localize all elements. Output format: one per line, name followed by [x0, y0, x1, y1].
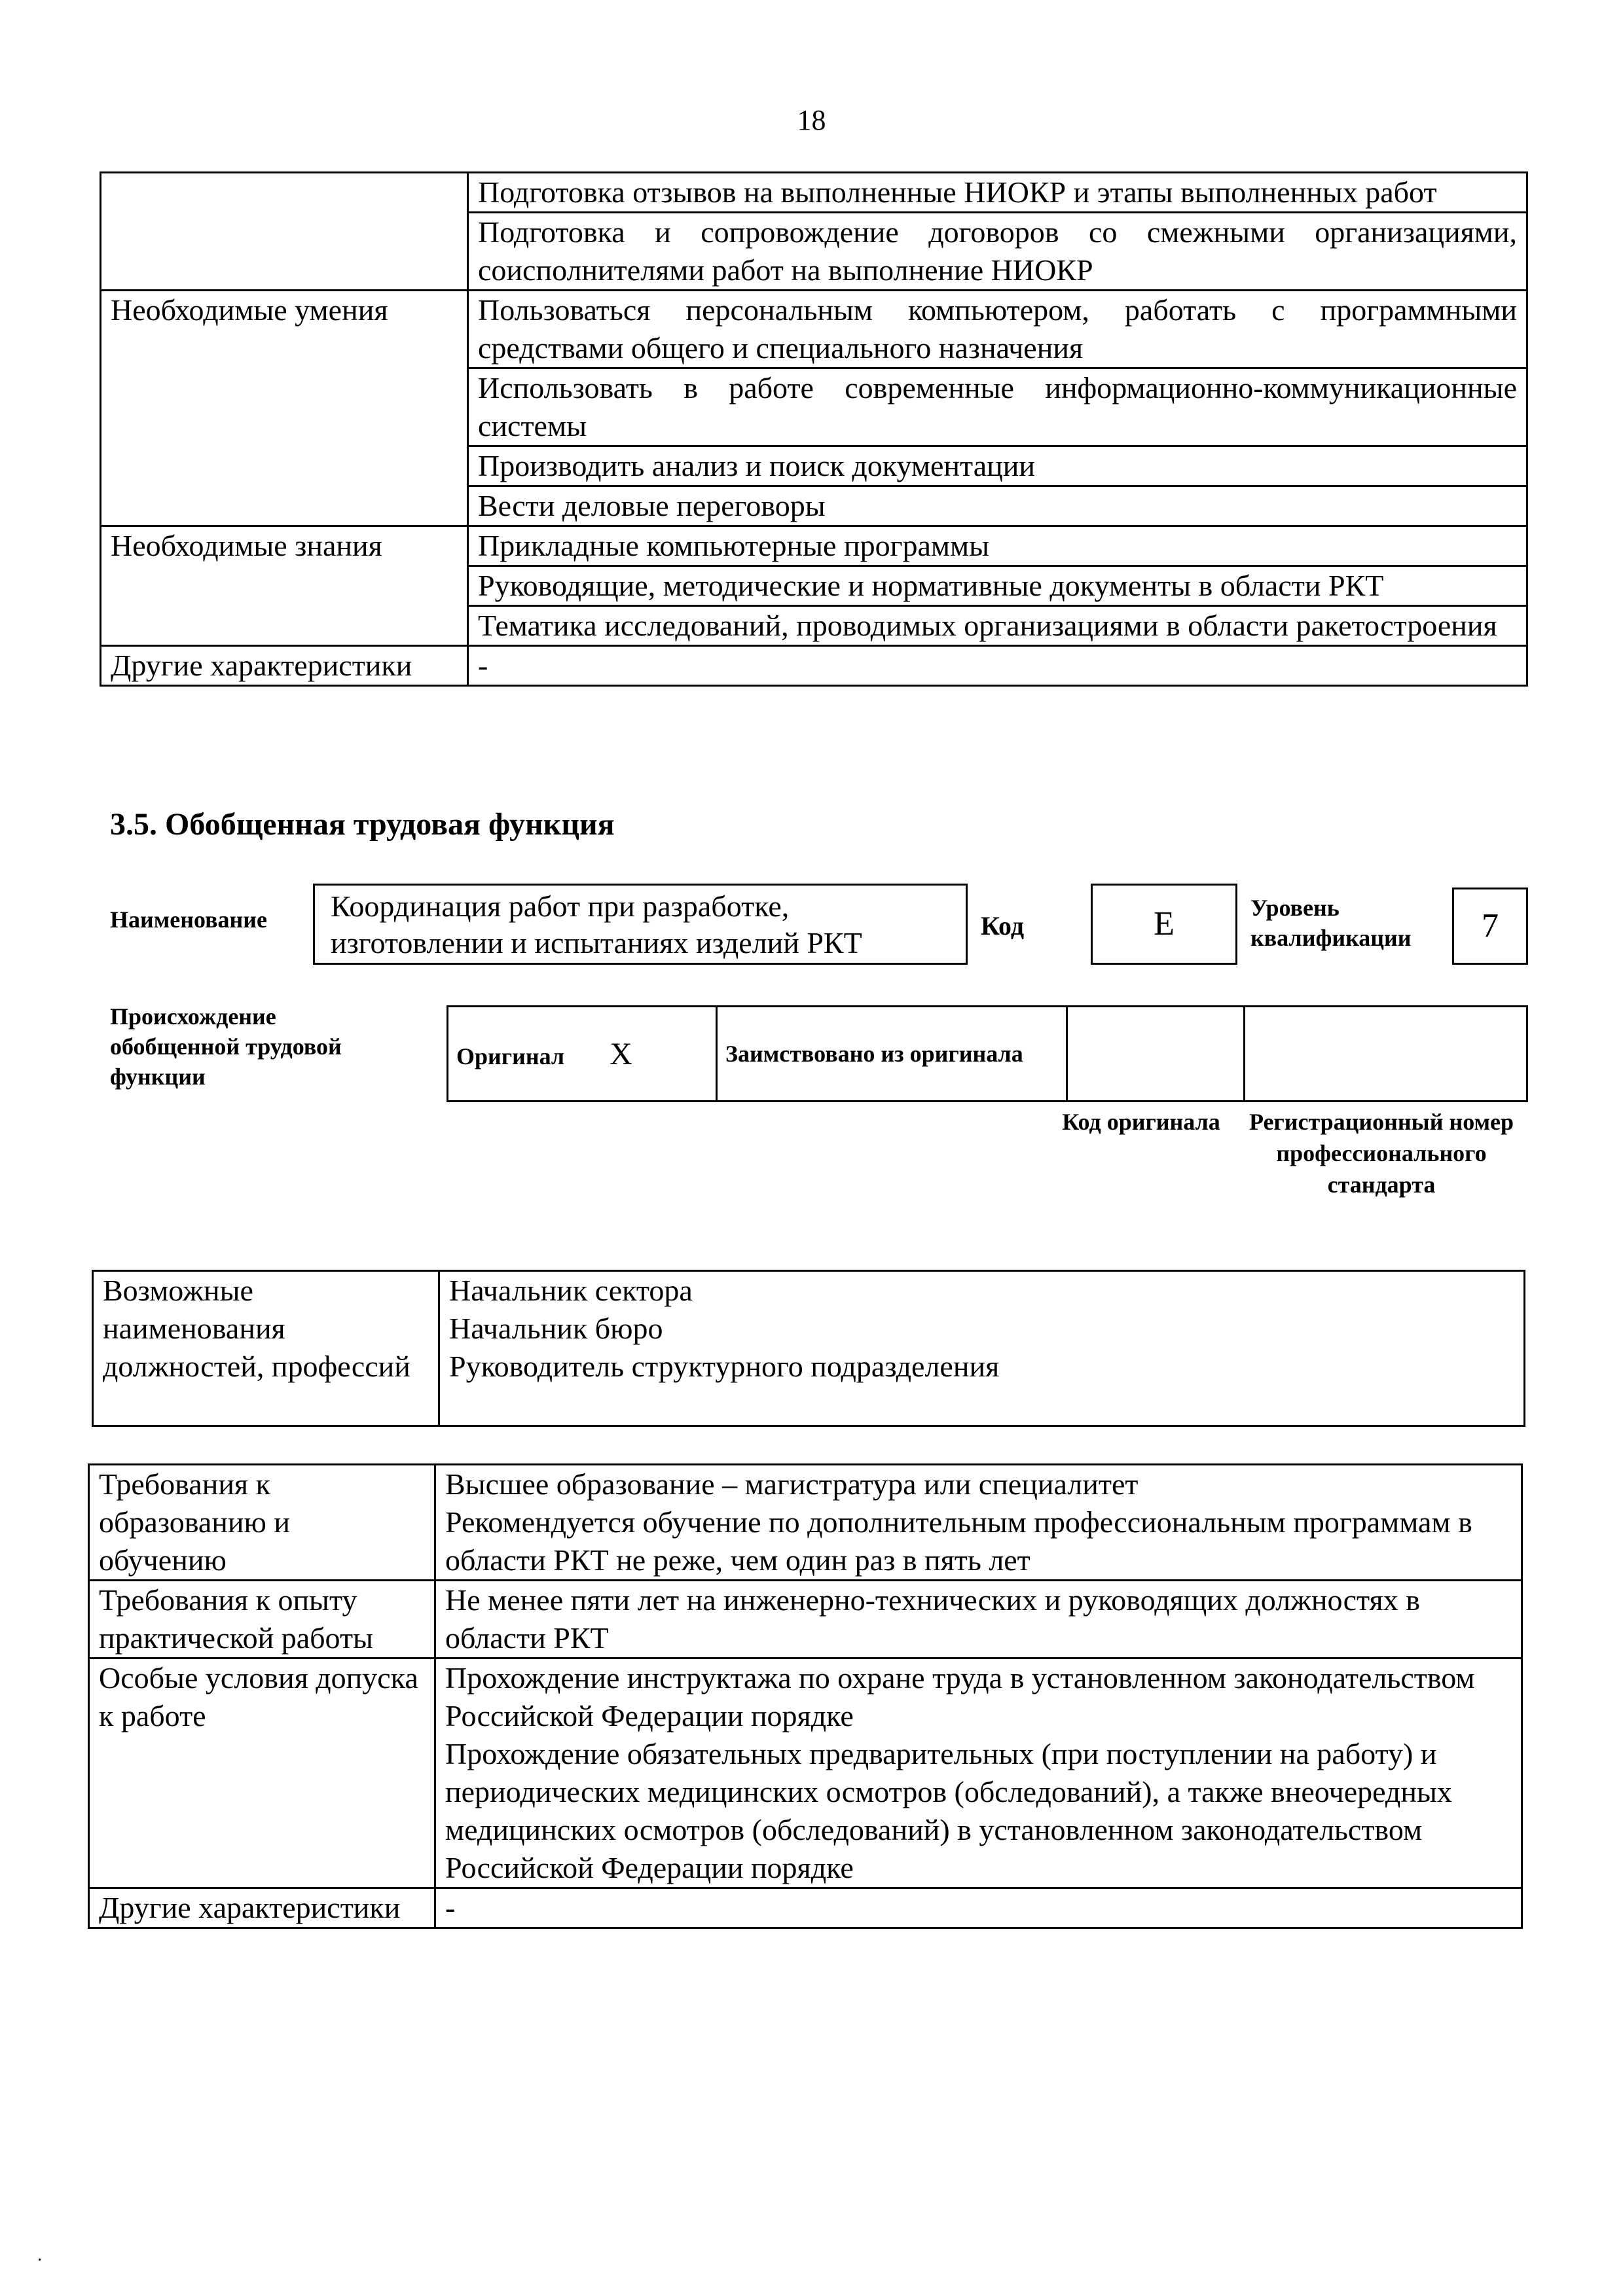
table-row	[101, 526, 1527, 566]
reg-number-cell	[1245, 1007, 1527, 1102]
requirements-table	[88, 1463, 1523, 1929]
table-row	[448, 1007, 1527, 1102]
cell-text: -	[478, 649, 488, 682]
cell-text: Не менее пяти лет на инженерно-технических и руководящих должностях в области РКТ	[445, 1583, 1420, 1655]
cell-text: Прохождение обязательных предварительных (при поступлении на работу) и периодических медицинских осмотров (обследований), а также внеочередных медицинских осмотров (обследований) в установленном законодательством Российской Федерации порядке	[445, 1737, 1452, 1884]
positions-label: Возможные наименования должностей, профессий	[93, 1271, 439, 1426]
table-cell	[468, 646, 1527, 686]
table-cell	[468, 606, 1527, 646]
cell-text: Использовать в работе современные информационно-коммуникационные системы	[478, 371, 1517, 442]
cell-text: Высшее образование – магистратура или специалитет	[445, 1467, 1139, 1501]
cell-text: Прохождение инструктажа по охране труда в установленном законодательством Российской Федерации порядке	[445, 1661, 1475, 1732]
row-label-knowledge: Необходимые знания	[101, 526, 468, 646]
code-box: E	[1091, 884, 1237, 965]
table-row	[101, 646, 1527, 686]
list-item: Начальник сектора	[449, 1274, 693, 1307]
table-cell	[468, 213, 1527, 291]
name-label: Наименование	[110, 906, 267, 933]
cell-text: Руководящие, методические и нормативные документы в области РКТ	[478, 569, 1384, 602]
original-code-cell	[1067, 1007, 1245, 1102]
cell-text: Прикладные компьютерные программы	[478, 529, 989, 562]
cell-text: Пользоваться персональным компьютером, работать с программными средствами общего и специального назначения	[478, 293, 1517, 365]
table-row	[89, 1465, 1522, 1581]
table-row	[89, 1888, 1522, 1928]
cell-text: Рекомендуется обучение по дополнительным профессиональным программам в области РКТ не реже, чем один раз в пять лет	[445, 1505, 1472, 1577]
education-cell	[435, 1465, 1522, 1581]
origin-label: Происхождение обобщенной трудовой функции	[110, 1003, 342, 1090]
cell-text: Вести деловые переговоры	[478, 489, 826, 522]
original-label: Оригинал	[456, 1043, 565, 1069]
other-label: Другие характеристики	[89, 1888, 435, 1928]
table-cell	[468, 566, 1527, 606]
function-name-box: Координация работ при разработке, изготовлении и испытаниях изделий РКТ	[313, 884, 968, 965]
reg-number-caption: Регистрационный номер профессионального стандарта	[1249, 1109, 1514, 1198]
other-cell	[435, 1888, 1522, 1928]
borrowed-cell: Заимствовано из оригинала	[717, 1007, 1067, 1102]
table-cell	[468, 291, 1527, 368]
cell-text: -	[445, 1891, 456, 1924]
original-cell	[448, 1007, 717, 1102]
table-cell	[468, 173, 1527, 213]
skills-knowledge-table	[100, 171, 1528, 687]
level-label: Уровень квалификации	[1250, 895, 1412, 951]
admission-cell	[435, 1659, 1522, 1888]
table-cell	[468, 486, 1527, 526]
experience-label: Требования к опыту практической работы	[89, 1581, 435, 1659]
row-label	[101, 173, 468, 291]
cell-text: Тематика исследований, проводимых организациями в области ракетостроения	[478, 609, 1497, 642]
table-row	[89, 1659, 1522, 1888]
table-row	[101, 173, 1527, 213]
origin-table	[447, 1005, 1528, 1102]
table-row	[89, 1581, 1522, 1659]
code-caption: Код оригинала	[1062, 1109, 1220, 1135]
code-label: Код	[981, 911, 1025, 941]
positions-table	[92, 1270, 1525, 1427]
table-row	[93, 1271, 1525, 1426]
level-box: 7	[1452, 888, 1528, 965]
row-label-other: Другие характеристики	[101, 646, 468, 686]
corner-mark: ·	[37, 2250, 43, 2270]
table-cell	[468, 446, 1527, 486]
page-number: 18	[797, 104, 826, 136]
row-label-skills: Необходимые умения	[101, 291, 468, 526]
table-row	[101, 291, 1527, 368]
admission-label: Особые условия допуска к работе	[89, 1659, 435, 1888]
cell-text: Подготовка и сопровождение договоров со смежными организациями, соисполнителями работ на выполнение НИОКР	[478, 215, 1517, 287]
list-item: Руководитель структурного подразделения	[449, 1350, 1000, 1383]
experience-cell	[435, 1581, 1522, 1659]
table-cell	[468, 368, 1527, 446]
cell-text: Подготовка отзывов на выполненные НИОКР и этапы выполненных работ	[478, 175, 1437, 209]
list-item: Начальник бюро	[449, 1312, 663, 1345]
original-mark: X	[610, 1036, 632, 1071]
cell-text: Производить анализ и поиск документации	[478, 449, 1035, 482]
education-label: Требования к образованию и обучению	[89, 1465, 435, 1581]
table-cell	[468, 526, 1527, 566]
positions-cell	[439, 1271, 1525, 1426]
section-title: 3.5. Обобщенная трудовая функция	[110, 807, 615, 842]
